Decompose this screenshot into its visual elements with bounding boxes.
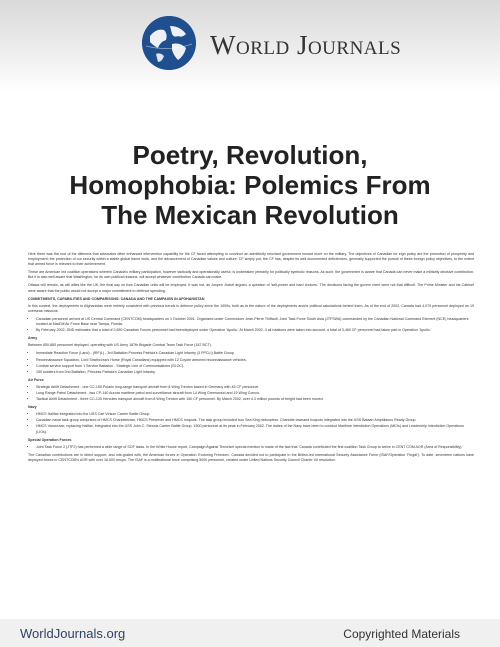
globe-logo-icon	[142, 16, 196, 70]
bullet-list	[28, 385, 474, 402]
list-item: • Joint Task Force 2 (JTF2) has performed a wide range of SOF tasks. In the White House report, Campaign Against Terrorism special mention is made of the fact that 'Canada contributed the first coalition Task Group to arrive in CENT COM AOR (Area of Responsibility).'	[36, 445, 474, 450]
paragraph: The Canadian contributions are in direct support, and inte-grated with, the American forces in Operation 'Enduring Freedom.' Canada decided not to participate in the British-led International Security Assistance Force (ISAF/Operation 'Fingal'). To date, seventeen nations have deployed forces to CENTCOM's AOR with over 16,500 troops. The ISAF is a multinational force comprising 5000 personnel, created under United Nations Security Council Charter VII resolution.	[28, 452, 474, 462]
list-item: • Canadian personnel arrived at US Central Command (CENTCOM) headquarters on 1 October 2001. Organized under Commodore Jean-Pierre Thiffault, Joint Task Force South Asia (JTFSWA) commanded by the Canadian National Command Element (NCE) headquarters located at MacDill Air Force Base near Tampa, Florida.	[36, 317, 474, 327]
title-line: Poetry, Revolution,	[132, 140, 368, 170]
bullet-list	[28, 317, 474, 333]
section-heading: Air Force	[28, 377, 44, 382]
paragraph: In this context, the deployments to Afghanistan were entirely consistent with previous trends in defence policy since the 1990s, both as to the nature of the deployments and/or political calculations behind them. As of the end of 2002, Canada had 4,079 personnel deployed on 19 overseas missions.	[28, 303, 474, 313]
body-text	[28, 252, 474, 466]
section-heading: COMMITMENTS, CAPABILITIES AND COMPARISONS: CANADA AND THE CAMPAIGN IN AFGHANISTAN	[28, 296, 205, 301]
list-item: • Combat service support from 1 Service Battalion - Strategic Line of Communications (SLOC).	[36, 364, 474, 369]
title-line: The Mexican Revolution	[101, 200, 399, 230]
footer-bar	[0, 619, 500, 647]
section-heading: Navy	[28, 405, 37, 410]
paragraph: Here there was the root of the dilemma that advocates often enhanced intervention capability for the CF faced attempting to convince an admittedly reluctant government toward more on the military. The objectives of Canadian for eign policy are the promotion of prosperity and employment; the protection of our security within a stable global frame work, and the advancement of Canadian values and culture. CF simply put, the CF has, despite its well documented deficiencies, generally supported the pursuit of these foreign policy objectives, to the extent that armed force is relevant to their achievement.	[28, 252, 474, 267]
bullet-list	[28, 412, 474, 434]
list-item: • By February 2002, DND estimates that a total of 2,650 Canadian Forces personnel had beendeployed under Operation 'Apollo.' At March 2002, 4 all rotations were taken into account, a total of 3,460 CF personnel had taken part in Operation 'Apollo.'	[36, 328, 474, 333]
bullet-list	[28, 351, 474, 374]
list-item: • Long Range Patrol Detachment - two CP-140 Aurora maritime patrol and surveillance aircraft from 14 Wing Greenwood and 19 Wing Comox.	[36, 391, 474, 396]
paragraph: Between 850-880 personnel deployed, operating with US Army 187th Brigade Combat Team Task Force (187 BCT).	[28, 343, 212, 348]
list-item: • Tactical Airlift Detachment - three CC-130 Hercules transport aircraft from 8 Wing Trenton with 150 CF personnel. By March 2002, over 4.3 million pounds of freight had been moved.	[36, 397, 474, 402]
list-item: • HMCS Halifax integrated into the USS Carl Vinson Carrier Battle Group.	[36, 412, 474, 417]
list-item: • 150 soldiers from 2nd Battalion, Princess Patricia's Canadian Light Infantry.	[36, 370, 474, 375]
paragraph: Ottawa will remain, as will allies like the UK, the final say on how Canadian units will be employed. It was not, as Jospeh Jockel argued, a question of 'self-power and hard choices.' The decisions facing the govern ment were not that difficult. The Prime Minister and his Cabinet were aware that the public would not accept a major commitment to defence spending.	[28, 283, 474, 293]
section-heading: Army	[28, 336, 38, 341]
copyright-notice: Copyrighted Materials	[343, 627, 460, 641]
section-heading: Special Operation Forces	[28, 437, 72, 442]
list-item: • HMCS Vancouver, replacing Halifax, integrated into the USS John C. Stennis Carrier Battle Group. 1500 personnel at its peak in February 2002. The duties of the Navy have been to conduct Maritime Interdiction Operations (MIOs) and Leadership Interdiction Operations (LIOs).	[36, 424, 474, 434]
bullet-list	[28, 445, 474, 450]
footer-site-link[interactable]: WorldJournals.org	[20, 626, 126, 641]
title-line: Homophobia: Polemics From	[69, 170, 431, 200]
book-title	[0, 140, 500, 230]
list-item: • Reconnaissance Squadron, Lord Strathcona's Horse (Royal Canadians) equipped with 12 Coyote armored reconnaissance vehicles.	[36, 358, 474, 363]
list-item: • Strategic Airlift Detachment - one CC-150 Polaris long-range transport aircraft from 8 Wing Trenton based in Germany with 45 CF personnel.	[36, 385, 474, 390]
paragraph: These are American led coalition operations wherein Canada's military participation, however tactically and operationally useful, is undertaken primarily for politically symbolic reasons. As such, the government is aware that Canada can never make a militarily decisive contribution. But it is also well aware that Washington, for its own political reasons, will accept whatever contribution Canada can make.	[28, 270, 474, 280]
header-banner	[0, 0, 500, 92]
brand-name: World Journals	[210, 30, 402, 60]
list-item: • Canadian naval task group comprised of HMCS Charlottetown, HMCS Preserver and HMCS Iroquois. The task group included four Sea King helicopters. Charlotte townand Iroquois integrated into the USS Bataan Amphibious Ready Group.	[36, 418, 474, 423]
list-item: • Immediate Reaction Force (Land) - (IRF(L) - 3rd Battalion Princess Patricia's Canadian Light Infantry (3 PPCLI) Battle Group.	[36, 351, 474, 356]
